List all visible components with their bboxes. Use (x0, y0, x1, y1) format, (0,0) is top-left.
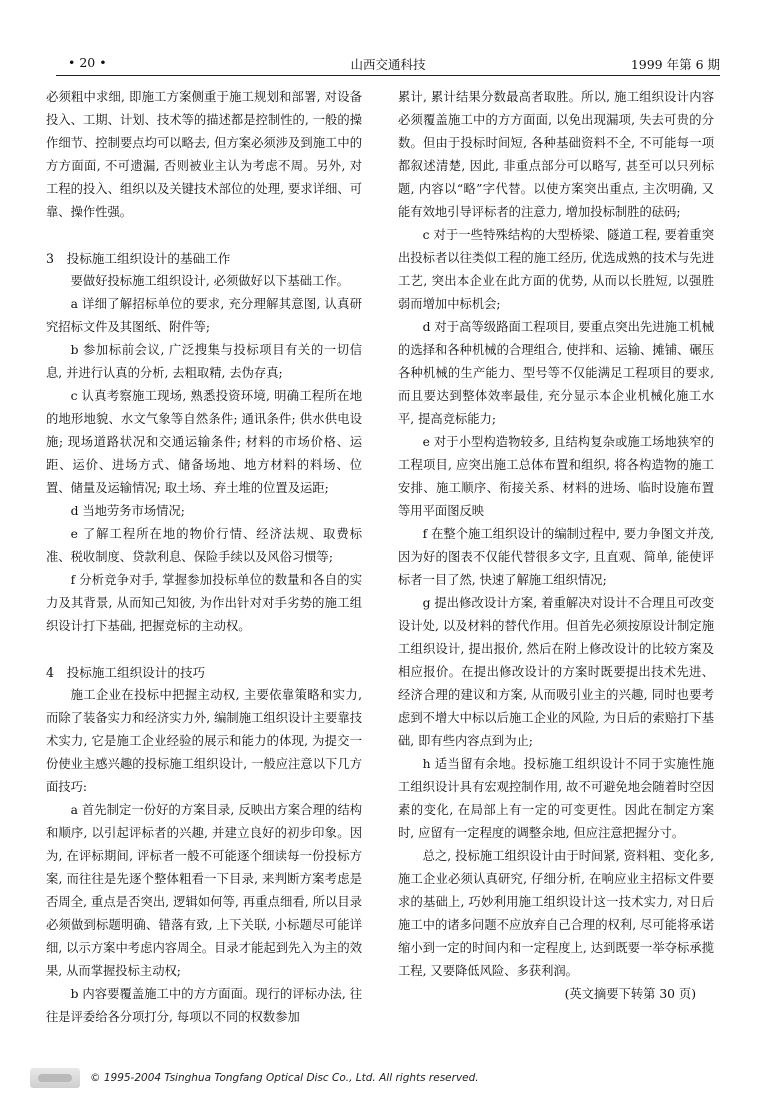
page-number: • 20 • (68, 55, 107, 70)
paragraph: c 认真考察施工现场, 熟悉投资环境, 明确工程所在地的地形地貌、水文气象等自然条件; 通讯条件; 供水供电设施; 现场道路状况和交通运输条件; 材料的市场价格、运距、运价、进场方式、储备场地、地方材料的料场、位置、储量及运输情况; 取土场、弃土堆的位置及运距; (46, 389, 362, 495)
copyright-notice: © 1995-2004 Tsinghua Tongfang Optical Disc Co., Ltd. All rights reserved. (90, 1072, 479, 1084)
paragraph: c 对于一些特殊结构的大型桥梁、隧道工程, 要着重突出投标者以往类似工程的施工经历, 优选成熟的技术与先进工艺, 突出本企业在此方面的优势, 从而以长胜短, 以强胜弱而增加中标机会; (398, 228, 714, 311)
section-gap (46, 224, 362, 247)
paragraph: 累计, 累计结果分数最高者取胜。所以, 施工组织设计内容必须覆盖施工中的方方面面, 以免出现漏项, 失去可贵的分数。但由于投标时间短, 各种基础资料不全, 不可能每一项都叙述清楚, 因此, 非重点部分可以略写, 甚至可以只列标题, 内容以“略”字代替。以使方案突出重点, 主次明确, 又能有效地引导评标者的注意力, 增加投标制胜的砝码; (398, 90, 714, 219)
right-column (398, 86, 714, 1006)
paragraph: b 参加标前会议, 广泛搜集与投标项目有关的一切信息, 并进行认真的分析, 去粗取精, 去伪存真; (46, 343, 362, 380)
issue-label: 1999 年第 6 期 (630, 57, 720, 72)
paragraph: f 在整个施工组织设计的编制过程中, 要力争图文并茂, 因为好的图表不仅能代替很多文字, 且直观、简单, 能使评标者一目了然, 快速了解施工组织情况; (398, 527, 714, 587)
paragraph: g 提出修改设计方案, 着重解决对设计不合理且可改变设计处, 以及材料的替代作用。但首先必须按原设计制定施工组织设计, 提出报价, 然后在附上修改设计的比较方案及相应报价。在提出修改设计的方案时既要提出技术先进、经济合理的建议和方案, 从而吸引业主的兴趣, 同时也要考虑到不增大中标以后施工企业的风险, 为日后的索赔打下基础, 即有些内容点到为止; (398, 596, 714, 748)
left-column (46, 86, 362, 1029)
continuation-note: (英文摘要下转第 30 页) (564, 987, 696, 1001)
paragraph: 要做好投标施工组织设计, 必须做好以下基础工作。 (70, 274, 349, 288)
paragraph: e 了解工程所在地的物价行情、经济法规、取费标准、税收制度、贷款利息、保险手续以及风俗习惯等; (46, 527, 362, 564)
paragraph: b 内容要覆盖施工中的方方面面。现行的评标办法, 往往是评委给各分项打分, 每项以不同的权数参加 (46, 987, 362, 1024)
paragraph: h 适当留有余地。投标施工组织设计不同于实施性施工组织设计具有宏观控制作用, 故不可避免地会随着时空因素的变化, 在局部上有一定的可变更性。因此在制定方案时, 应留有一定程度的调整余地, 但应注意把握分寸。 (398, 757, 714, 840)
paragraph: 施工企业在投标中把握主动权, 主要依靠策略和实力, 而除了装备实力和经济实力外, 编制施工组织设计主要靠技术实力, 它是施工企业经验的展示和能力的体现, 为提交一份使业主感兴趣的投标施工组织设计, 一般应注意以下几方面技巧: (46, 688, 362, 794)
paragraph: f 分析竞争对手, 掌握参加投标单位的数量和各自的实力及其背景, 从而知己知彼, 为作出针对对手劣势的施工组织设计打下基础, 把握竞标的主动权。 (46, 573, 362, 633)
section-gap (46, 638, 362, 661)
paragraph: d 当地劳务市场情况; (70, 504, 185, 518)
paragraph: e 对于小型构造物较多, 且结构复杂或施工场地狭窄的工程项目, 应突出施工总体布置和组织, 将各构造物的施工安排、施工顺序、衔接关系、材料的进场、临时设施布置等用平面图反映 (398, 435, 714, 518)
running-header (56, 52, 720, 74)
paragraph: d 对于高等级路面工程项目, 要重点突出先进施工机械的选择和各种机械的合理组合, 使拌和、运输、摊铺、碾压各种机械的生产能力、型号等不仅能满足工程项目的要求, 而且要达到整体效率最佳, 充分显示本企业机械化施工水平, 提高竞标能力; (398, 320, 714, 426)
footer (30, 1066, 730, 1092)
paragraph: a 详细了解招标单位的要求, 充分理解其意图, 认真研究招标文件及其图纸、附件等; (46, 297, 362, 334)
paragraph: a 首先制定一份好的方案目录, 反映出方案合理的结构和顺序, 以引起评标者的兴趣, 并建立良好的初步印象。因为, 在评标期间, 评标者一般不可能逐个细读每一份投标方案, 而往往是先逐个整体粗看一下目录, 来判断方案考虑是否周全, 重点是否突出, 逻辑如何等, 再重点细看, 所以目录必须做到标题明确、错落有致, 上下关联, 小标题尽可能详细, 以示方案中考虑内容周全。目录才能起到先入为主的效果, 从而掌握投标主动权; (46, 803, 362, 978)
publisher-logo-icon (30, 1068, 80, 1088)
journal-title: 山西交通科技 (350, 57, 426, 72)
paragraph: 必须粗中求细, 即施工方案侧重于施工规划和部署, 对设备投入、工期、计划、技术等的描述都是控制性的, 一般的操作细节、控制要点均可以略去, 但方案必须涉及到施工中的方方面面, 不可遗漏, 否则被业主认为考虑不周。另外, 对工程的投入、组织以及关键技术部位的处理, 要求详细、可靠、操作性强。 (46, 90, 362, 219)
section-heading: 3 投标施工组织设计的基础工作 (46, 251, 231, 266)
section-heading: 4 投标施工组织设计的技巧 (46, 665, 206, 680)
paragraph: 总之, 投标施工组织设计由于时间紧, 资料粗、变化多, 施工企业必须认真研究, 仔细分析, 在响应业主招标文件要求的基础上, 巧妙利用施工组织设计这一技术实力, 对日后施工中的诸多问题不应放弃自己合理的权利, 尽可能将承诺缩小到一定的时间内和一定程度上, 达到既要一举夺标承揽工程, 又要降低风险、多获利润。 (398, 849, 714, 978)
header-rule (56, 75, 720, 76)
